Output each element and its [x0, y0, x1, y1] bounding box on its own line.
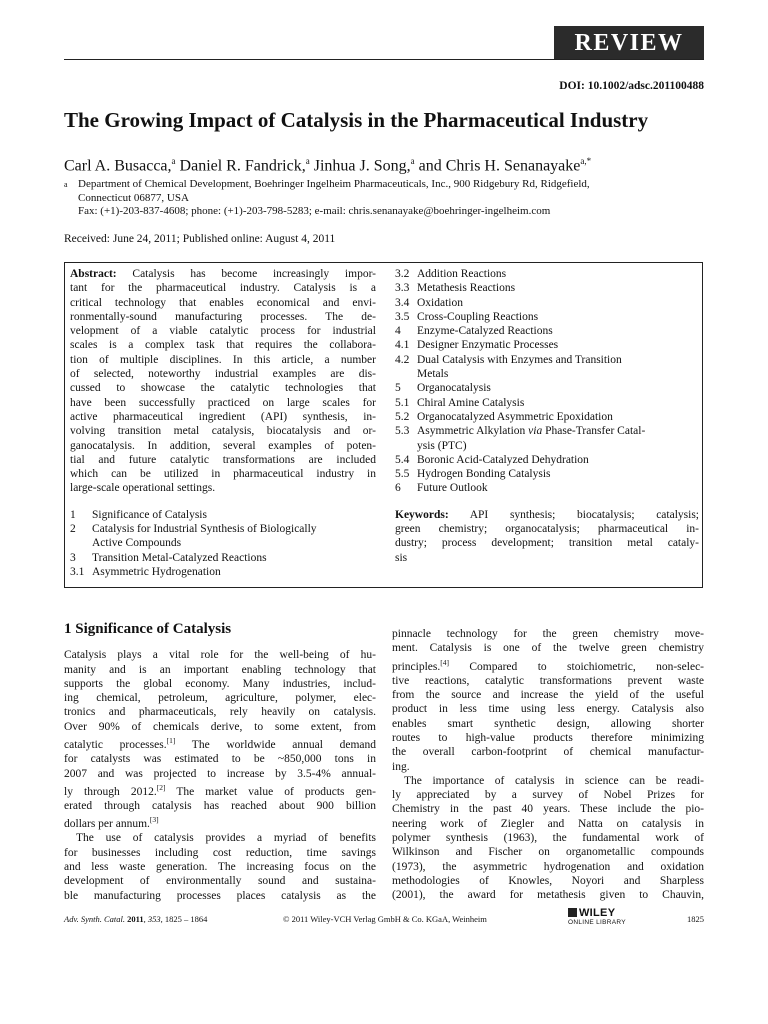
- toc-number: 5.5: [395, 468, 410, 481]
- abstract-column: [70, 267, 376, 579]
- body-line: ment. Catalysis is one of the twelve green chemistry: [392, 642, 704, 655]
- toc-number: 3: [70, 551, 76, 564]
- toc-entry[interactable]: [70, 551, 376, 565]
- toc-number: 4.1: [395, 339, 410, 352]
- toc-title: Transition Metal-Catalyzed Reactions: [92, 551, 267, 564]
- affiliation-mark: a: [64, 180, 68, 189]
- toc-title: Catalysis for Industrial Synthesis of Biologically: [92, 523, 317, 536]
- toc-entry[interactable]: [395, 381, 699, 395]
- toc-number: 3.1: [70, 565, 85, 578]
- toc-entry[interactable]: [70, 522, 376, 551]
- toc-number: 5: [395, 382, 401, 395]
- toc-entry[interactable]: [70, 565, 376, 579]
- body-line: Over 90% of chemicals derive, to some extent, from: [64, 720, 376, 733]
- abstract-line: critical technology that enables economical and envi-: [70, 296, 376, 309]
- body-line: tive reactions, catalytic transformations prevent waste: [392, 674, 704, 687]
- toc-title: Significance of Catalysis: [92, 508, 207, 521]
- toc-number: 4: [395, 325, 401, 338]
- toc-row: [395, 396, 699, 410]
- author-affiliation-mark: a,*: [580, 156, 592, 166]
- abstract-line: velopment of a viable catalytic process for industrial: [70, 325, 376, 338]
- body-line: the overall carbon-footprint of chemical manufactur-: [392, 746, 704, 759]
- body-line: polymer synthesis (1963), the fundamental work of: [392, 831, 704, 844]
- page-number: 1825: [687, 914, 704, 924]
- body-line: enables smart synthetic design, allowing shorter: [392, 717, 704, 730]
- toc-row: [395, 410, 699, 424]
- toc-title: Asymmetric Alkylation via Phase-Transfer Catal-: [417, 425, 646, 438]
- author-name: Jinhua J. Song,: [309, 157, 411, 175]
- abstract: [70, 267, 376, 496]
- toc-row: [395, 424, 699, 438]
- toc-title: Organocatalyzed Asymmetric Epoxidation: [417, 410, 613, 423]
- body-line: dollars per annum.[3]: [64, 815, 159, 831]
- author-affiliation-mark: a: [305, 156, 310, 166]
- abstract-line: tant for the pharmaceutical industry. Catalysis is a: [70, 282, 376, 295]
- doi[interactable]: DOI: 10.1002/adsc.201100488: [559, 80, 704, 92]
- keywords-line: Keywords: API synthesis; biocatalysis; catalysis;: [395, 508, 699, 521]
- toc-row: [395, 281, 699, 295]
- body-line: for businesses including cost reduction, time savings: [64, 846, 376, 859]
- review-badge: REVIEW: [554, 26, 704, 60]
- toc-row: [395, 481, 699, 495]
- author-name: Carl A. Busacca,: [64, 157, 172, 175]
- author-name: Daniel R. Fandrick,: [175, 157, 306, 175]
- abstract-line: have been successfully practiced on large scales for: [70, 396, 376, 409]
- abstract-line: volving transition metal catalysis, biocatalysis and or-: [70, 425, 376, 438]
- abstract-line: ganocatalysis. In addition, several examples of poten-: [70, 439, 376, 452]
- toc-entry[interactable]: [395, 296, 699, 310]
- toc-title: Oxidation: [417, 296, 463, 309]
- abstract-line: which can be utilized in pharmaceutical industry in: [70, 468, 376, 481]
- toc-title: Asymmetric Hydrogenation: [92, 565, 221, 578]
- toc-row: [395, 324, 699, 338]
- toc-row: [70, 522, 376, 536]
- toc-row: [395, 467, 699, 481]
- toc-row: [395, 381, 699, 395]
- affiliation-line: Department of Chemical Development, Boehringer Ingelheim Pharmaceuticals, Inc., 900 Ridgebury Rd, Ridgefield,: [78, 178, 590, 190]
- citation-ref[interactable]: [3]: [149, 815, 159, 825]
- toc-number: 5.3: [395, 425, 410, 438]
- body-line: ly appreciated by a survey of Nobel Prizes for: [392, 789, 704, 802]
- body-line: routes to high-value products therefore minimizing: [392, 731, 704, 744]
- toc-column: [395, 267, 699, 565]
- affiliation-contact: Fax: (+1)-203-837-4608; phone: (+1)-203-798-5283; e-mail: chris.senanayake@boehringer-ingelheim.com: [78, 205, 551, 217]
- toc-entry[interactable]: [395, 338, 699, 352]
- toc-row: [70, 551, 376, 565]
- toc-title: Future Outlook: [417, 482, 488, 495]
- keywords: [395, 508, 699, 565]
- toc-entry[interactable]: [395, 453, 699, 467]
- toc-entry[interactable]: [70, 508, 376, 522]
- toc-title: Addition Reactions: [417, 268, 507, 280]
- toc-row: [395, 296, 699, 310]
- toc-entry[interactable]: [395, 353, 699, 382]
- author-affiliation-mark: a: [410, 156, 415, 166]
- article-title: The Growing Impact of Catalysis in the Pharmaceutical Industry: [64, 108, 649, 132]
- toc-title: Designer Enzymatic Processes: [417, 339, 559, 352]
- toc-entry[interactable]: [395, 310, 699, 324]
- toc-number: 2: [70, 523, 76, 536]
- toc-title: Hydrogen Bonding Catalysis: [417, 468, 551, 481]
- body-line: Catalysis plays a vital role for the well-being of hu-: [64, 649, 376, 662]
- toc-number: 3.3: [395, 282, 410, 295]
- body-line: and less waste generation. The increasing focus on the: [64, 860, 376, 873]
- body-column-right: [392, 627, 704, 902]
- toc-row: [395, 310, 699, 324]
- toc-title-continued: Active Compounds: [92, 537, 182, 550]
- body-line: ing chemical, petroleum, agriculture, polymer, elec-: [64, 692, 376, 705]
- body-line: tronics and pharmaceuticals, rely heavily on catalysis.: [64, 706, 376, 719]
- abstract-line: tion of multiple disciplines. In this article, a number: [70, 353, 376, 366]
- body-column-left: [64, 622, 376, 903]
- citation-ref[interactable]: [2]: [156, 782, 166, 792]
- author-affiliation-mark: a: [171, 156, 176, 166]
- toc-title: Metathesis Reactions: [417, 282, 516, 295]
- citation-ref[interactable]: [1]: [166, 736, 176, 746]
- body-line: The importance of catalysis in science can be readi-: [404, 774, 704, 787]
- toc-title: Cross-Coupling Reactions: [417, 310, 539, 323]
- keywords-line: sis: [395, 551, 408, 564]
- body-line: erated through catalysis has reached about 900 billion: [64, 799, 376, 812]
- toc-number: 6: [395, 482, 401, 495]
- footer-citation: Adv. Synth. Catal. 2011, 353, 1825 – 1864: [64, 914, 208, 924]
- body-line: development of environmentally sound and sustaina-: [64, 875, 376, 888]
- body-line: ing.: [392, 760, 410, 773]
- toc-entry[interactable]: [395, 481, 699, 495]
- keywords-line: green chemistry; organocatalysis; pharmaceutical in-: [395, 523, 699, 536]
- body-line: product in less time using less energy. Catalysis also: [392, 703, 704, 716]
- body-line: catalytic processes.[1] The worldwide annual demand: [64, 736, 376, 751]
- citation-ref[interactable]: [4]: [440, 657, 449, 667]
- abstract-line: scales is a complex task that requires the collabora-: [70, 339, 376, 352]
- table-of-contents-right: [395, 267, 699, 496]
- toc-entry[interactable]: [395, 410, 699, 424]
- body-line: The use of catalysis provides a myriad of benefits: [76, 832, 376, 845]
- toc-entry[interactable]: [395, 396, 699, 410]
- body-line: Wilkinson and Fischer on organometallic compounds: [392, 846, 704, 859]
- toc-number: 5.1: [395, 396, 410, 409]
- toc-row: [70, 508, 376, 522]
- abstract-box: [64, 262, 703, 588]
- toc-title: Organocatalysis: [417, 382, 491, 395]
- toc-title: Chiral Amine Catalysis: [417, 396, 525, 409]
- abstract-line: cussed to showcase the catalytic technologies that: [70, 382, 376, 395]
- abstract-line: Abstract: Catalysis has become increasingly impor-: [70, 268, 376, 280]
- toc-number: 5.4: [395, 453, 410, 466]
- toc-entry[interactable]: [395, 424, 699, 453]
- body-text-right: [392, 627, 704, 902]
- body-line: Chemistry in the past 40 years. These include the pio-: [392, 803, 704, 816]
- abstract-line: of selected, noteworthy industrial examples are dis-: [70, 368, 376, 381]
- keywords-line: dustry; process development; transition metal cataly-: [395, 537, 699, 550]
- author-name: and Chris H. Senanayake: [414, 157, 581, 175]
- body-line: (1973), the asymmetric hydrogenation and oxidation: [392, 860, 704, 873]
- toc-row: [395, 267, 699, 281]
- abstract-line: active pharmaceutical ingredient (API) synthesis, in-: [70, 410, 376, 423]
- toc-title: Dual Catalysis with Enzymes and Transition: [417, 353, 622, 366]
- body-text-left: [64, 648, 376, 903]
- body-line: neering work of Ziegler and Natta on catalysis in: [392, 817, 704, 830]
- toc-entry[interactable]: [395, 267, 699, 281]
- body-line: ly through 2012.[2] The market value of products gen-: [64, 782, 376, 798]
- toc-title-continued: ysis (PTC): [417, 439, 467, 452]
- body-line: supports the global economy. Many industries, includ-: [64, 677, 376, 690]
- toc-title: Boronic Acid-Catalyzed Dehydration: [417, 453, 589, 466]
- body-line: manity and is an important enabling technology that: [64, 663, 376, 676]
- toc-number: 4.2: [395, 353, 410, 366]
- abstract-line: large-scale operational settings.: [70, 482, 216, 495]
- affiliation-line: Connecticut 06877, USA: [78, 191, 189, 204]
- toc-entry[interactable]: [395, 324, 699, 338]
- toc-row: [70, 565, 376, 579]
- body-line: from the source and increase the yield of the useful: [392, 689, 704, 702]
- toc-row: [395, 353, 699, 367]
- toc-title: Enzyme-Catalyzed Reactions: [417, 325, 553, 338]
- body-line: (2001), the award for metathesis given to Chauvin,: [392, 889, 704, 902]
- abstract-label: Abstract:: [70, 268, 117, 280]
- body-line: 2007 and was projected to increase by 3.5-4% annual-: [64, 767, 376, 780]
- table-of-contents-left: [70, 508, 376, 579]
- toc-italic: via: [528, 425, 543, 438]
- toc-entry[interactable]: [395, 281, 699, 295]
- abstract-line: ronmentally-sound manufacturing processes. The de-: [70, 310, 376, 323]
- toc-number: 5.2: [395, 410, 410, 423]
- footer-copyright: © 2011 Wiley-VCH Verlag GmbH & Co. KGaA, Weinheim: [283, 914, 487, 924]
- body-line: ble manufacturing processes places catalysis as the: [64, 889, 376, 902]
- toc-number: 3.2: [395, 268, 410, 280]
- toc-number: 3.5: [395, 310, 410, 323]
- keywords-label: Keywords:: [395, 508, 449, 521]
- body-line: pinnacle technology for the green chemistry move-: [392, 628, 704, 640]
- toc-row: [395, 453, 699, 467]
- body-line: methodologies of Knowles, Noyori and Sharpless: [392, 874, 704, 887]
- abstract-line: tial and future catalytic transformations are included: [70, 453, 376, 466]
- body-line: for catalysts was estimated to be ~850,000 tons in: [64, 753, 376, 766]
- toc-number: 1: [70, 508, 76, 521]
- toc-number: 3.4: [395, 296, 410, 309]
- toc-entry[interactable]: [395, 467, 699, 481]
- toc-title-continued: Metals: [417, 368, 449, 381]
- affiliation: [64, 178, 704, 219]
- body-line: principles.[4] Compared to stoichiometric, non-selec-: [392, 657, 704, 673]
- wiley-logo-icon: [568, 908, 577, 917]
- wiley-online-library-logo[interactable]: WILEY ONLINE LIBRARY: [568, 907, 626, 926]
- header-rule: [64, 59, 704, 60]
- toc-row: [395, 338, 699, 352]
- section-heading: 1 Significance of Catalysis: [64, 621, 232, 637]
- author-list: [64, 150, 591, 177]
- received-dates: Received: June 24, 2011; Published online: August 4, 2011: [64, 233, 336, 245]
